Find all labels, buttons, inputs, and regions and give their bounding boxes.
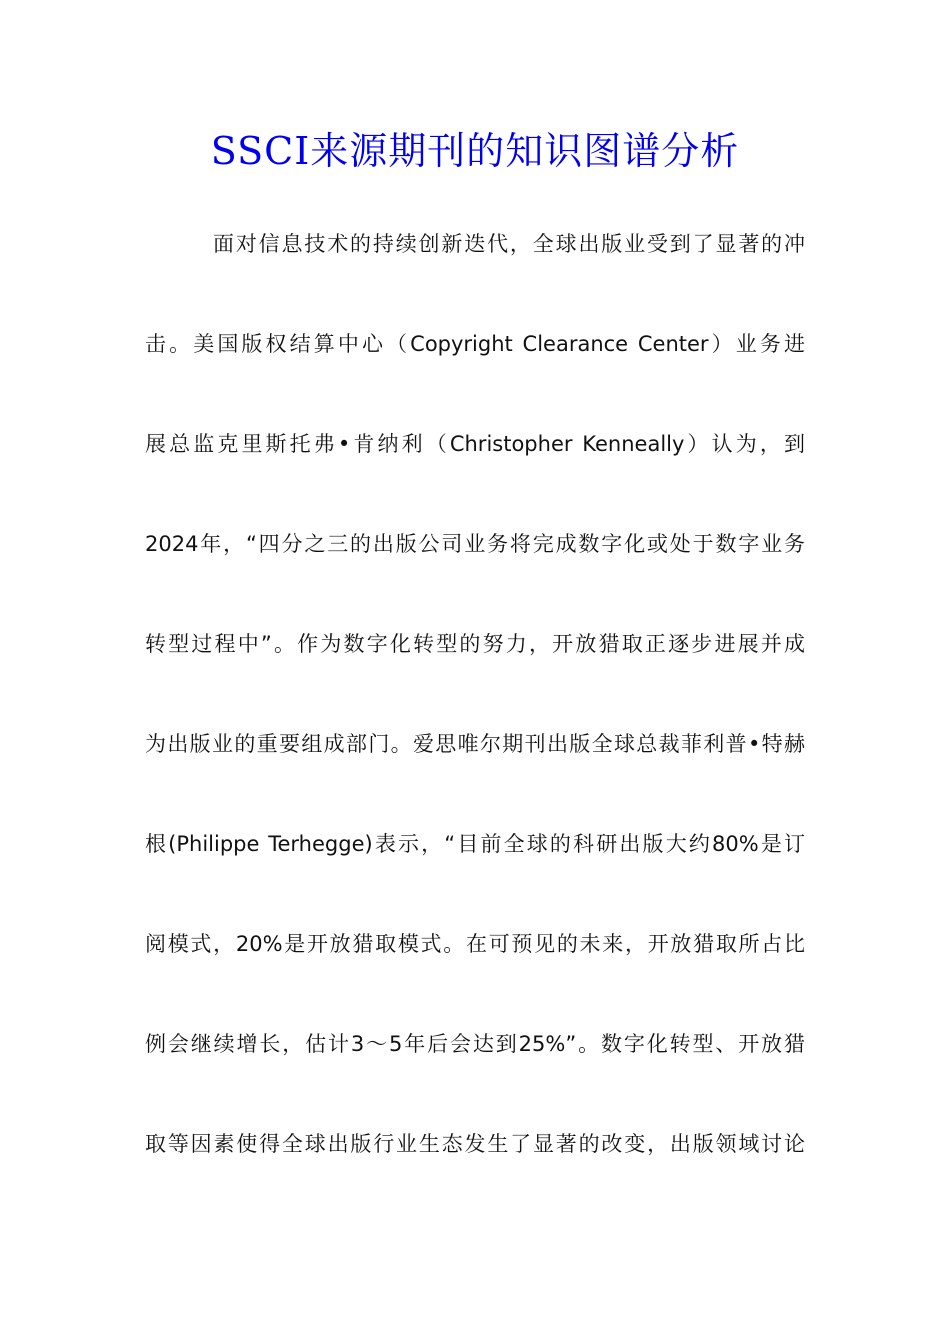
paragraph-line: 根(Philippe Terhegge)表示，“目前全球的科研出版大约80%是订	[145, 832, 805, 856]
paragraph-line: 击。美国版权结算中心（Copyright Clearance Center）业务进	[145, 332, 805, 356]
paragraph-line: 为出版业的重要组成部门。爱思唯尔期刊出版全球总裁菲利普•特赫	[145, 732, 805, 756]
paragraph-line: 取等因素使得全球出版行业生态发生了显著的改变，出版领域讨论	[145, 1132, 805, 1156]
paragraph-line: 阅模式，20%是开放猎取模式。在可预见的未来，开放猎取所占比	[145, 932, 805, 956]
paragraph-line: 展总监克里斯托弗•肯纳利（Christopher Kenneally）认为，到	[145, 432, 805, 456]
paragraph-line: 转型过程中”。作为数字化转型的努力，开放猎取正逐步进展并成	[145, 632, 805, 656]
paragraph-line: 例会继续增长，估计3～5年后会达到25%”。数字化转型、开放猎	[145, 1032, 805, 1056]
paragraph-line: 2024年，“四分之三的出版公司业务将完成数字化或处于数字业务	[145, 532, 805, 556]
body-paragraph	[145, 215, 805, 1215]
document-title: SSCI来源期刊的知识图谱分析	[210, 129, 740, 173]
paragraph-line: 面对信息技术的持续创新迭代，全球出版业受到了显著的冲	[213, 232, 805, 256]
